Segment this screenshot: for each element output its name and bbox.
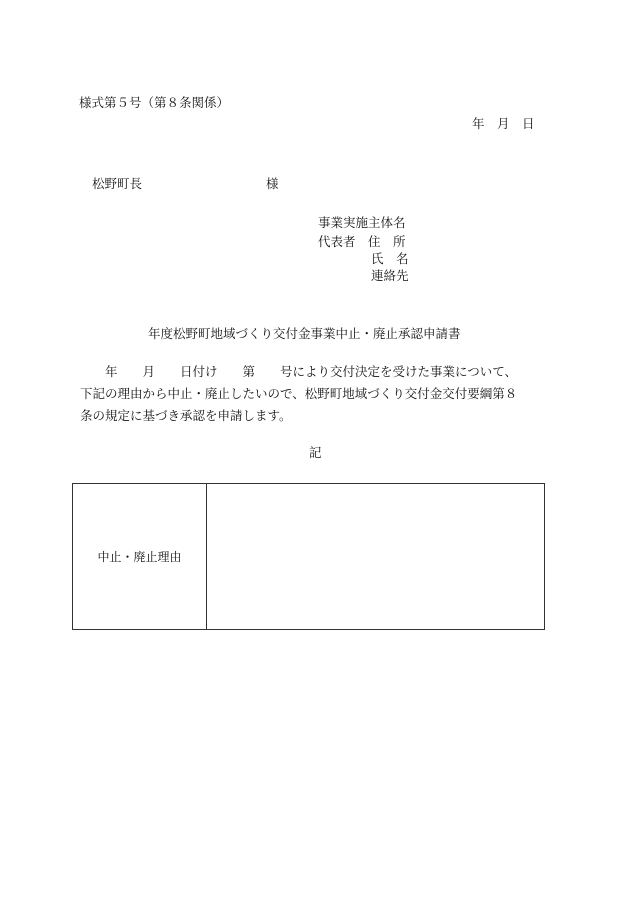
addressee-name: 松野町長 [92,176,143,191]
name-label: 氏 名 [371,251,409,266]
reason-value-cell [207,484,544,629]
addressee-honorific: 様 [266,176,279,191]
form-number: 様式第５号（第８条関係） [79,95,230,110]
document-title: 年度松野町地域づくり交付金事業中止・廃止承認申請書 [148,326,461,341]
reason-label: 中止・廃止理由 [97,550,182,564]
reason-table [72,483,545,630]
body-paragraph-line-3: 条の規定に基づき承認を申請します。 [80,408,292,423]
body-paragraph-line-1: 年 月 日付け 第 号により交付決定を受けた事業について、 [80,364,518,379]
contact-label: 連絡先 [371,268,409,283]
entity-name-label: 事業実施主体名 [318,215,406,230]
date-line: 年 月 日 [472,116,535,131]
reason-label-cell [73,484,207,629]
body-paragraph-line-2: 下記の理由から中止・廃止したいので、松野町地域づくり交付金交付要綱第８ [80,386,518,401]
representative-address-label: 代表者 住 所 [318,234,406,249]
ki-marker: 記 [309,445,322,460]
